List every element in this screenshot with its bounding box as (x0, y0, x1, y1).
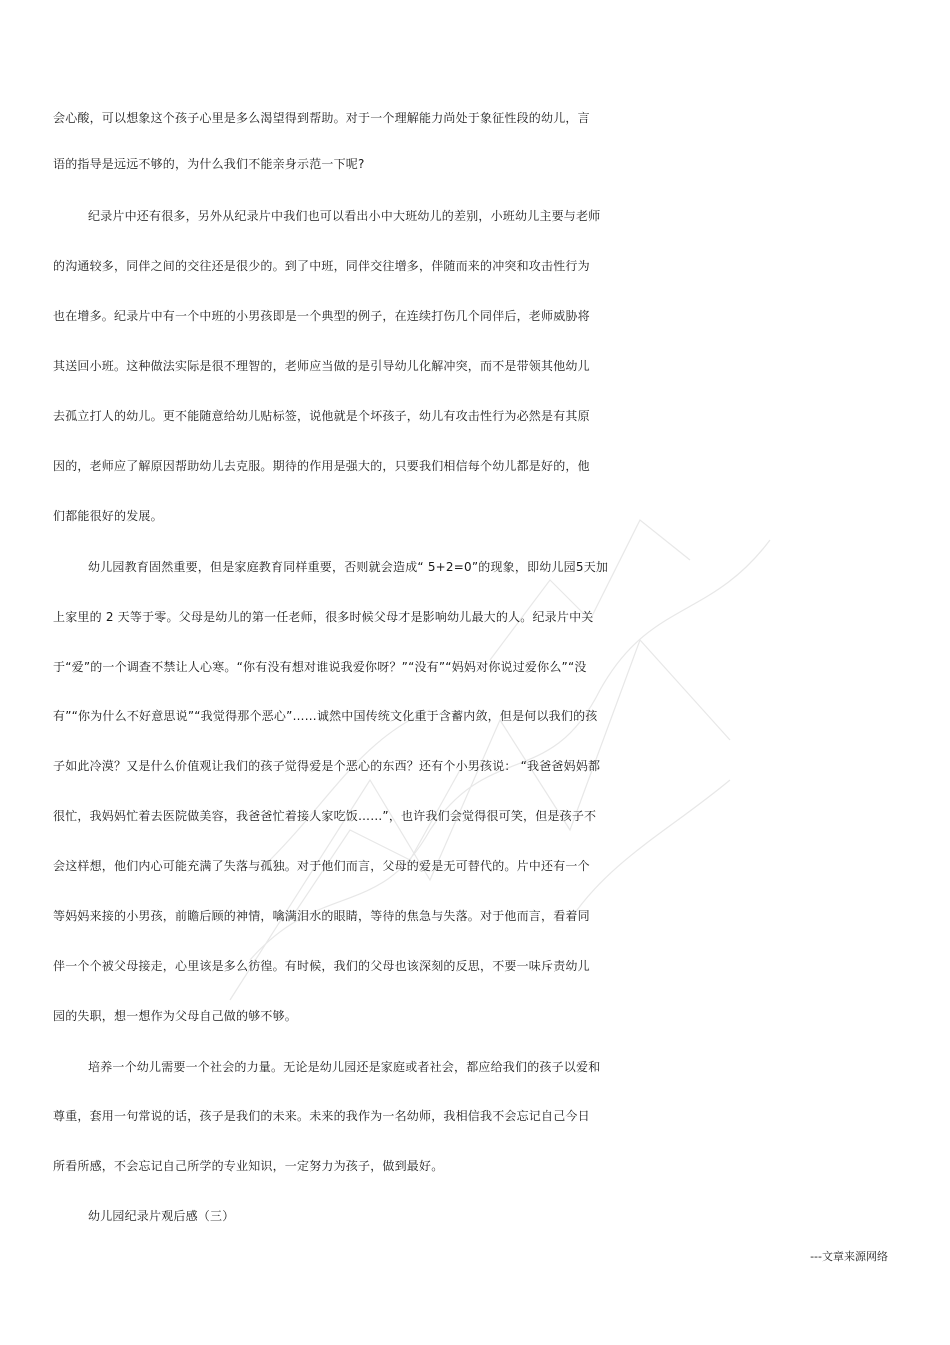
text-line: 所看所感，不会忘记自己所学的专业知识，一定努力为孩子，做到最好。 (53, 1159, 444, 1173)
source-footer: ---文章来源网络 (810, 1250, 888, 1263)
text-line: 语的指导是远远不够的，为什么我们不能亲身示范一下呢? (53, 157, 365, 171)
text-line: 园的失职，想一想作为父母自己做的够不够。 (53, 1009, 298, 1023)
text-line: 因的，老师应了解原因帮助幼儿去克服。期待的作用是强大的，只要我们相信每个幼儿都是好的，他 (53, 459, 590, 473)
text-line: 很忙，我妈妈忙着去医院做美容，我爸爸忙着接人家吃饭……”，也许我们会觉得很可笑，但是孩子不 (53, 809, 597, 823)
text-line: 的沟通较多，同伴之间的交往还是很少的。到了中班，同伴交往增多，伴随而来的冲突和攻击性行为 (53, 259, 590, 273)
text-line: 等妈妈来接的小男孩，前瞻后顾的神情，噙满泪水的眼睛，等待的焦急与失落。对于他而言，看着同 (53, 909, 590, 923)
text-line: 幼儿园教育固然重要，但是家庭教育同样重要，否则就会造成“ 5+2=0”的现象，即幼儿园5天加 (88, 560, 609, 574)
text-line: 也在增多。纪录片中有一个中班的小男孩即是一个典型的例子，在连续打伤几个同伴后，老师威胁将 (53, 309, 590, 323)
text-line: 于“爱”的一个调查不禁让人心寒。“你有没有想对谁说我爱你呀？”“没有”“妈妈对你说过爱你么”“没 (53, 660, 587, 674)
text-line: 纪录片中还有很多，另外从纪录片中我们也可以看出小中大班幼儿的差别，小班幼儿主要与老师 (88, 209, 601, 223)
text-line: 有”“你为什么不好意思说”“我觉得那个恶心”……诚然中国传统文化重于含蓄内敛，但是何以我们的孩 (53, 709, 598, 723)
text-line: 尊重，套用一句常说的话，孩子是我们的未来。未来的我作为一名幼师，我相信我不会忘记自己今日 (53, 1109, 590, 1123)
text-line: 会心酸，可以想象这个孩子心里是多么渴望得到帮助。对于一个理解能力尚处于象征性段的幼儿，言 (53, 111, 590, 125)
text-line: 伴一个个被父母接走，心里该是多么彷徨。有时候，我们的父母也该深刻的反思，不要一味斥责幼儿 (53, 959, 590, 973)
text-line: 去孤立打人的幼儿。更不能随意给幼儿贴标签，说他就是个坏孩子，幼儿有攻击性行为必然是有其原 (53, 409, 590, 423)
text-line: 培养一个幼儿需要一个社会的力量。无论是幼儿园还是家庭或者社会，都应给我们的孩子以爱和 (88, 1060, 601, 1074)
text-line: 子如此冷漠？又是什么价值观让我们的孩子觉得爱是个恶心的东西？还有个小男孩说： “我爸爸妈妈都 (53, 759, 601, 773)
section-heading: 幼儿园纪录片观后感（三） (88, 1209, 235, 1223)
text-line: 会这样想，他们内心可能充满了失落与孤独。对于他们而言，父母的爱是无可替代的。片中还有一个 (53, 859, 590, 873)
text-line: 其送回小班。这种做法实际是很不理智的，老师应当做的是引导幼儿化解冲突，而不是带领其他幼儿 (53, 359, 590, 373)
text-line: 上家里的 2 天等于零。父母是幼儿的第一任老师，很多时候父母才是影响幼儿最大的人。纪录片中关 (53, 610, 594, 624)
text-line: 们都能很好的发展。 (53, 509, 163, 523)
